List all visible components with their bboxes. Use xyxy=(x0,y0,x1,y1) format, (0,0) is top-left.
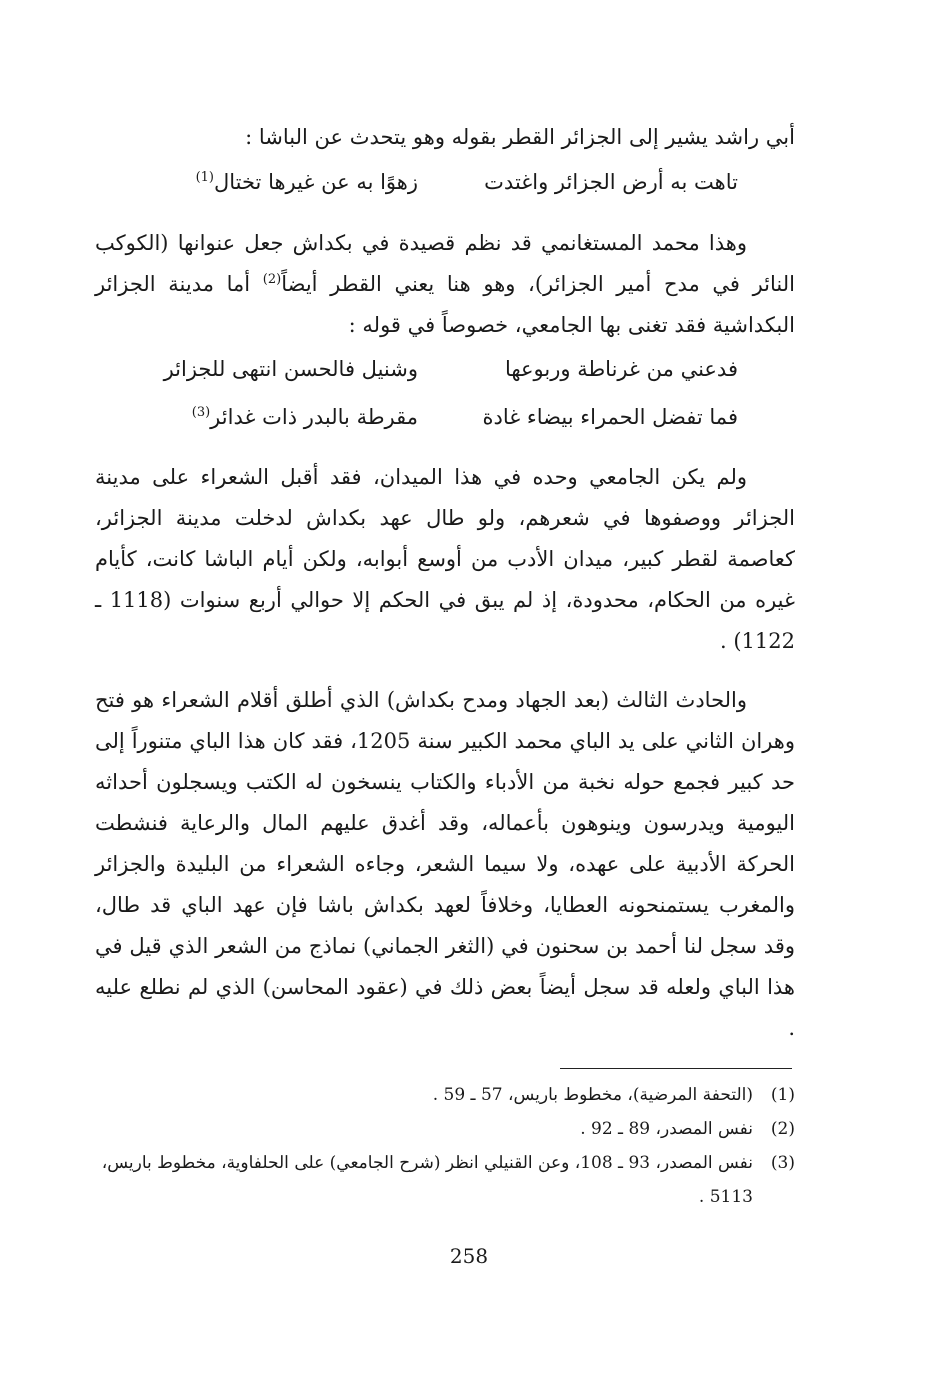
paragraph-3 xyxy=(95,680,795,1049)
footnote-2-number: (2) xyxy=(770,1119,795,1139)
paragraph-3-text: والحادث الثالث (بعد الجهاد ومدح بكداش) الذي أطلق أقلام الشعراء هو فتح وهران الثاني على يد الباي محمد الكبير سنة 1205، فقد كان هذا الباي متنوراً إلى حد كبير فجمع حوله نخبة من الأدباء والكتاب ينسخون له الكتب ويسجلون أحداثه اليومية ويدرسون وينوهون بأعماله، وقد أغدق عليهم المال والرعاية فنشطت الحركة الأدبية على عهده، ولا سيما الشعر، وجاءه الشعراء من البليدة والجزائر والمغرب يستمنحونه العطايا، وخلافاً لعهد بكداش باشا فإن عهد الباي قد طال، وقد سجل لنا أحمد بن سحنون في (الثغر الجماني) نماذج من الشعر الذي قيل في هذا الباي ولعله قد سجل أيضاً بعض ذلك في (عقود المحاسن) الذي لم نطلع عليه . xyxy=(95,688,796,1040)
footnote-1-text: (التحفة المرضية)، مخطوط باريس، 57 ـ 59 . xyxy=(432,1085,753,1105)
footnote-1-number: (1) xyxy=(770,1085,795,1105)
footnote-1 xyxy=(95,1078,795,1112)
verse-2-line-2-first-hemistich: فما تفضل الحمراء بيضاء غادة xyxy=(482,405,738,429)
footnote-ref-3: (3) xyxy=(191,405,211,420)
verse-2 xyxy=(0,353,938,433)
footnote-2 xyxy=(95,1112,795,1146)
intro-text: أبي راشد يشير إلى الجزائر القطر بقوله وهو يتحدث عن الباشا : xyxy=(245,125,795,149)
paragraph-2-text: ولم يكن الجامعي وحده في هذا الميدان، فقد أقبل الشعراء على مدينة الجزائر ووصفوها في شعرهم، ولو طال عهد بكداش لدخلت مدينة الجزائر، كعاصمة لقطر كبير، ميدان الأدب من أوسع أبوابه، ولكن أيام الباشا كانت، كأيام غيره من الحكام، محدودة، إذ لم يبق في الحكم إلا حوالي أربع سنوات (1118 ـ 1122) . xyxy=(95,465,795,653)
verse-1-first-hemistich: تاهت به أرض الجزائر واغتدت xyxy=(484,170,738,194)
verse-2-line-1-second-hemistich: وشنيل فالحسن انتهى للجزائر xyxy=(163,357,418,381)
paragraph-2 xyxy=(95,457,795,662)
verse-1-second-hemistich: زهوًا به عن غيرها تختال$^{(1)}$ xyxy=(195,170,418,194)
footnote-3 xyxy=(95,1146,795,1214)
footnotes xyxy=(95,1078,795,1214)
intro-paragraph xyxy=(95,117,795,158)
footnote-2-text: نفس المصدر، 89 ـ 92 . xyxy=(580,1119,753,1139)
footnote-3-number: (3) xyxy=(770,1153,795,1173)
paragraph-1 xyxy=(95,223,795,346)
footnote-separator xyxy=(560,1068,792,1069)
footnote-3-text: نفس المصدر، 93 ـ 108، وعن القنيلي انظر (شرح الجامعي) على الحلفاوية، مخطوط باريس، 5113 . xyxy=(101,1153,753,1207)
footnote-ref-1: (1) xyxy=(195,170,214,185)
verse-2-line-2-second-hemistich: مقرطة بالبدر ذات غدائر$^{(3)}$ xyxy=(191,405,418,429)
page-number: 258 xyxy=(449,1244,489,1268)
verse-1 xyxy=(0,166,938,200)
paragraph-1-text: وهذا محمد المستغانمي قد نظم قصيدة في بكداش جعل عنوانها (الكوكب النائر في مدح أمير الجزائر)، وهو هنا يعني القطر أيضاً$^{(2)}$ أما مدينة الجزائر البكداشية فقد تغنى بها الجامعي، خصوصاً في قوله : xyxy=(95,231,795,337)
verse-2-line-1-first-hemistich: فدعني من غرناطة وربوعها xyxy=(504,357,738,381)
footnote-ref-2: (2) xyxy=(262,272,282,287)
